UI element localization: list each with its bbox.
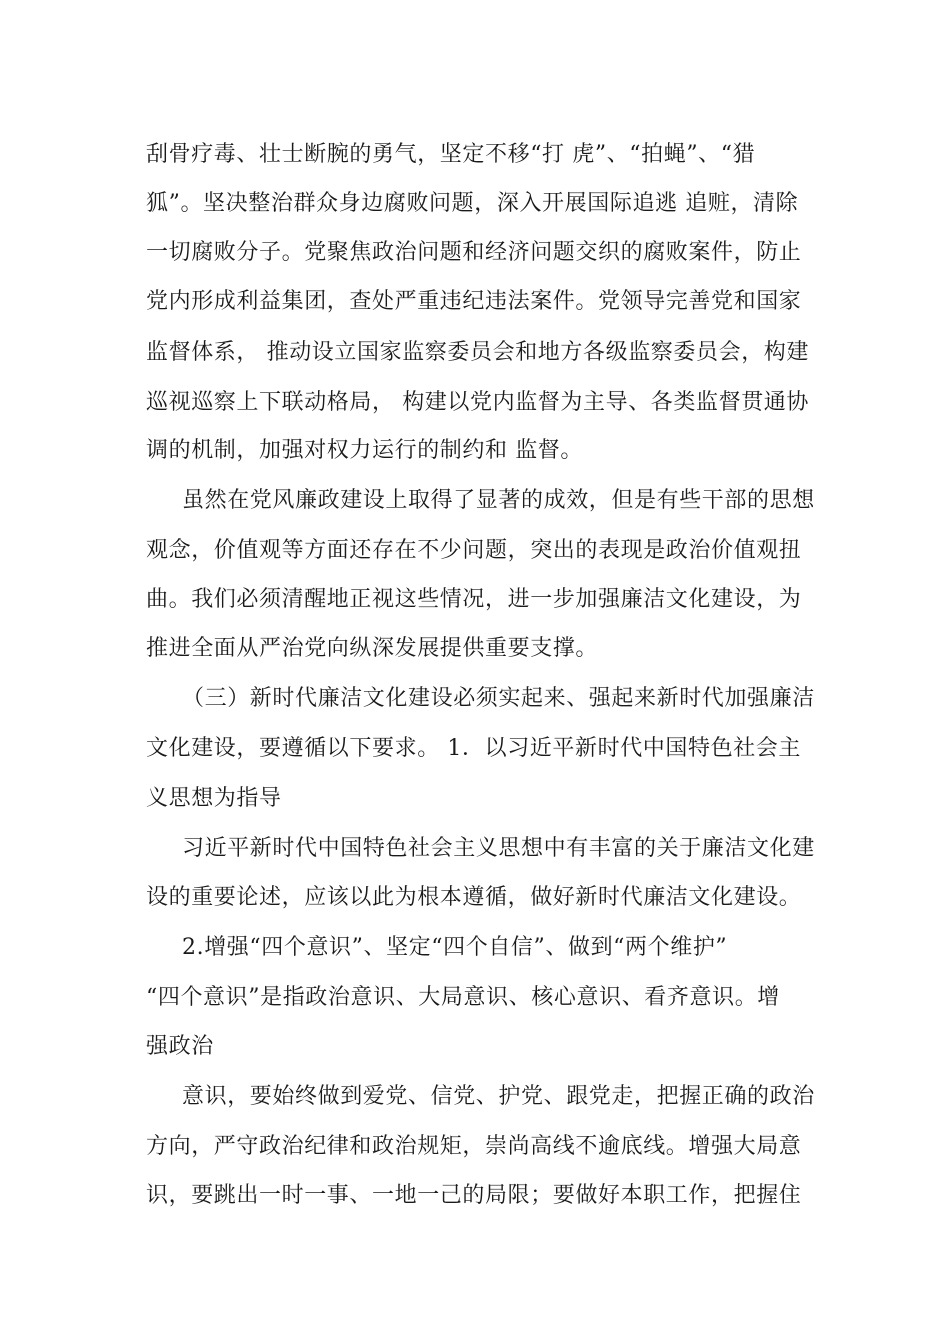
text-line: 设的重要论述，应该以此为根本遵循，做好新时代廉洁文化建设。	[146, 885, 802, 910]
text-line: 观念，价值观等方面还存在不少问题，突出的表现是政治价值观扭	[146, 538, 802, 563]
text-line: 识，要跳出一时一事、一地一己的局限；要做好本职工作，把握住	[146, 1183, 802, 1208]
text-line: 意识，要始终做到爱党、信党、护党、跟党走，把握正确的政治	[182, 1084, 815, 1109]
text-line: “四个意识”是指政治意识、大局意识、核心意识、看齐意识。增	[146, 985, 780, 1010]
text-line: 强政治	[146, 1034, 214, 1059]
text-line: 推进全面从严治党向纵深发展提供重要支撑。	[146, 636, 599, 661]
text-line: 方向，严守政治纪律和政治规矩，崇尚高线不逾底线。增强大局意	[146, 1134, 802, 1159]
text-line: 狐”。坚决整治群众身边腐败问题，深入开展国际追逃 追赃，清除	[146, 191, 799, 216]
text-line: 曲。我们必须清醒地正视这些情况，进一步加强廉洁文化建设，为	[146, 587, 802, 612]
text-line: 习近平新时代中国特色社会主义思想中有丰富的关于廉洁文化建	[182, 836, 815, 861]
text-line: 文化建设，要遵循以下要求。 1．以习近平新时代中国特色社会主	[146, 736, 801, 761]
text-line: 巡视巡察上下联动格局， 构建以党内监督为主导、各类监督贯通协	[146, 390, 809, 415]
text-line: 党内形成利益集团，查处严重违纪违法案件。党领导完善党和国家	[146, 289, 802, 314]
text-line: 刮骨疗毒、壮士断腕的勇气，坚定不移“打 虎”、“拍蝇”、“猎	[146, 142, 756, 167]
text-line: 2.增强“四个意识”、坚定“四个自信”、做到“两个维护”	[182, 935, 728, 960]
text-line: 调的机制，加强对权力运行的制约和 监督。	[146, 438, 583, 463]
text-line: 虽然在党风廉政建设上取得了显著的成效，但是有些干部的思想	[182, 488, 815, 513]
text-line: 一切腐败分子。党聚焦政治问题和经济问题交织的腐败案件，防止	[146, 240, 802, 265]
text-line: 义思想为指导	[146, 786, 282, 811]
text-line: 监督体系， 推动设立国家监察委员会和地方各级监察委员会，构建	[146, 340, 809, 365]
text-line: （三）新时代廉洁文化建设必须实起来、强起来新时代加强廉洁	[182, 686, 815, 711]
